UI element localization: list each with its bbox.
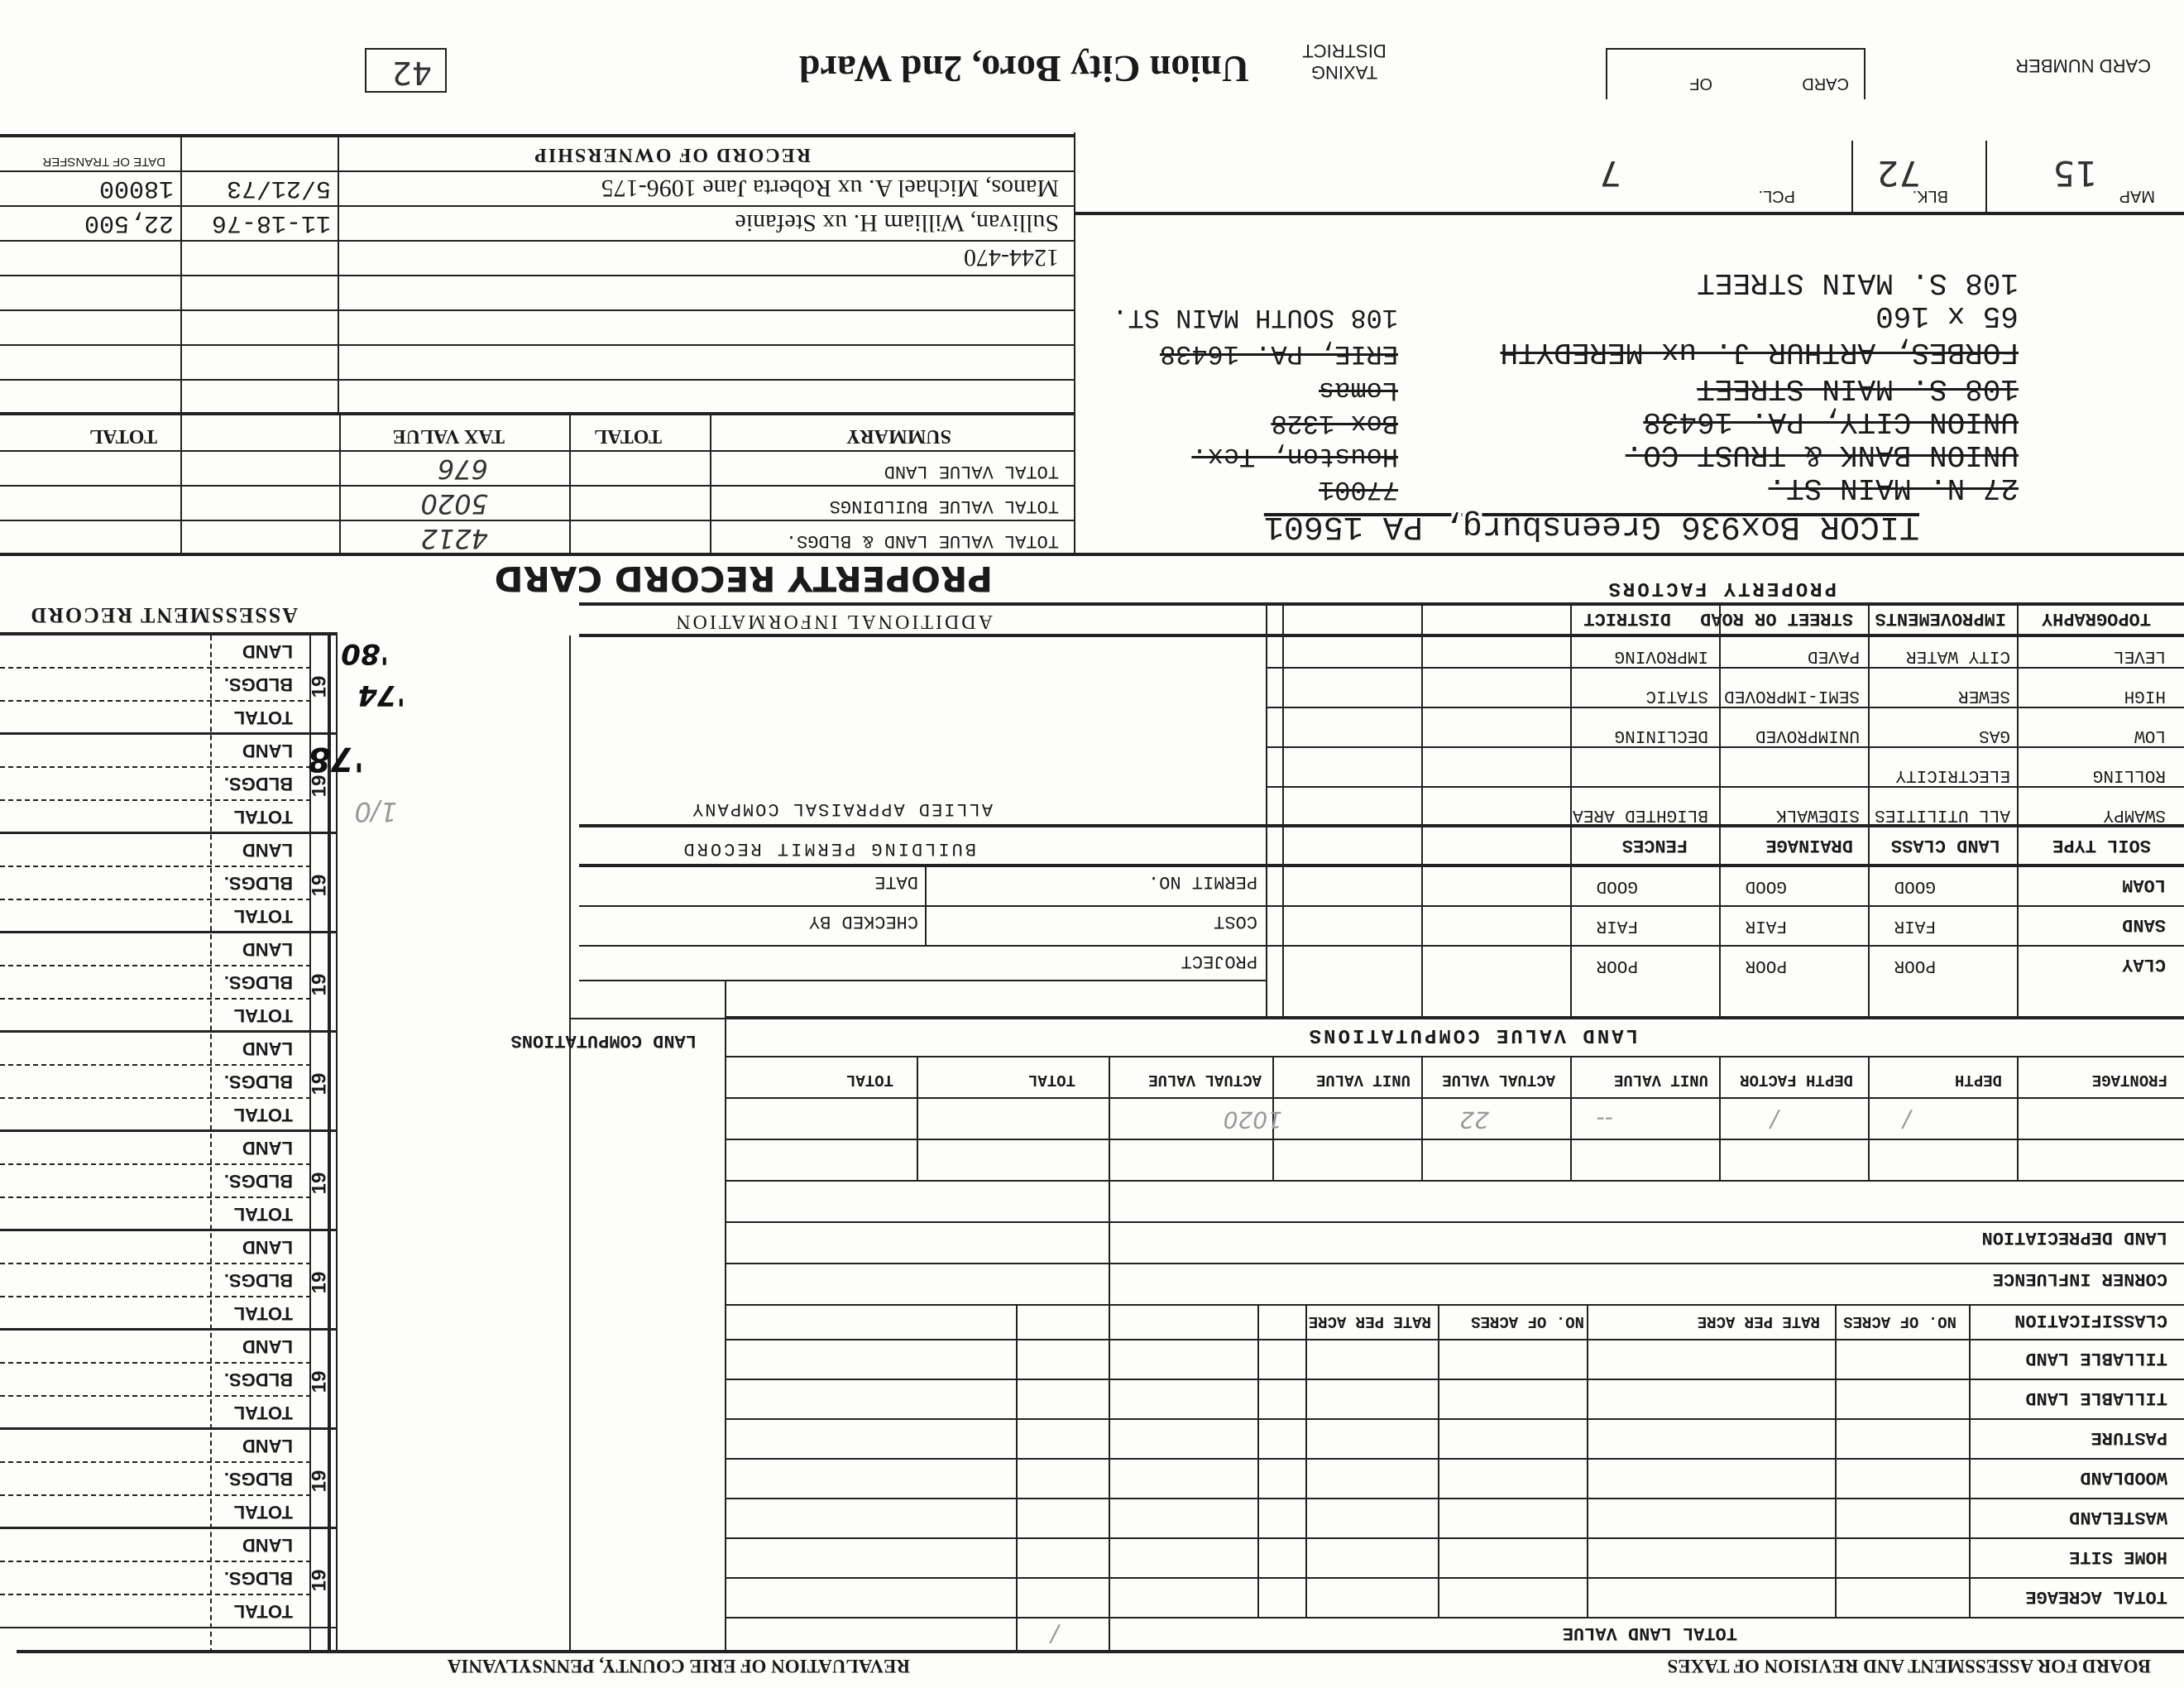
grade-good: GOOD	[1745, 876, 1787, 895]
owner-name: Manos, Michael A. ux Roberta Jane 1096-175	[601, 175, 1059, 202]
assessment-row-label: TOTAL	[233, 1105, 293, 1125]
acres-header-2: NO. OF ACRES	[1471, 1312, 1584, 1331]
drainage-header: DRAINAGE	[1765, 835, 1853, 856]
summary-row-label: TOTAL VALUE LAND	[884, 461, 1059, 482]
year-prefix-19: 19	[308, 1470, 331, 1493]
comp-header: FRONTAGE	[2091, 1071, 2167, 1089]
rule-line	[0, 766, 311, 768]
assessment-row-label: TOTAL	[233, 906, 293, 927]
assessment-row-label: LAND	[242, 1535, 293, 1556]
comp-header: TOTAL	[1027, 1071, 1075, 1089]
card-label: CARD	[1802, 74, 1849, 93]
rule-line	[0, 866, 311, 867]
comp-header: DEPTH	[1954, 1071, 2002, 1089]
comp-header: UNIT VALUE	[1613, 1071, 1708, 1089]
grade-fair: FAIR	[1745, 916, 1787, 935]
assessment-row-label: TOTAL	[233, 1005, 293, 1026]
grade-good: GOOD	[1596, 876, 1638, 895]
comp-hand-value: 1020	[1223, 1106, 1282, 1134]
assessment-row-label: LAND	[242, 641, 293, 662]
assessment-row-label: BLDGS.	[223, 873, 293, 894]
comp-hand-value: /	[1903, 1106, 1911, 1134]
assessment-row-label: BLDGS.	[223, 972, 293, 993]
summary-row-label: TOTAL VALUE LAND & BLDGS.	[785, 530, 1059, 551]
board-title: BOARD FOR ASSESSMENT AND REVISION OF TAXES	[1667, 1656, 2151, 1676]
street-option: SIDEWALK	[1776, 805, 1860, 824]
year-prefix-19: 19	[308, 1271, 331, 1294]
sand-label: SAND	[2122, 914, 2166, 935]
additional-info-title: ADDITIONAL INFORMATION	[673, 611, 993, 632]
of-label: OF	[1689, 74, 1712, 93]
ticor-address: TICOR Box936 Greensburg, PA 15601	[1263, 507, 1919, 544]
street-option: UNIMPROVED	[1755, 726, 1860, 745]
grade-fair: FAIR	[1596, 916, 1638, 935]
street-option: SEMI-IMPROVED	[1724, 686, 1860, 705]
rule-line	[0, 732, 338, 735]
assessment-row-label: LAND	[242, 1138, 293, 1158]
rule-line	[0, 1296, 311, 1297]
hand-note: 1/0	[354, 796, 397, 827]
year-prefix-19: 19	[308, 675, 331, 698]
map-value: 15	[2052, 153, 2097, 194]
grade-fair: FAIR	[1894, 916, 1936, 935]
grade-poor: POOR	[1596, 956, 1638, 975]
owner-address-line: UNION CITY, PA. 16438	[1643, 405, 2019, 439]
year-prefix-19: 19	[308, 874, 331, 897]
assessment-row-label: TOTAL	[233, 1403, 293, 1423]
improvement-option: ALL UTILITIES	[1875, 805, 2010, 824]
summary-total: TOTAL	[594, 425, 662, 447]
rule-line	[0, 1395, 311, 1397]
company-name: ALLIED APPRAISAL COMPANY	[691, 798, 993, 819]
rule-line	[0, 1362, 311, 1364]
assessment-row-label: BLDGS.	[223, 674, 293, 695]
rule-line	[0, 1196, 311, 1198]
topography-option: SWAMPY	[2103, 805, 2166, 824]
street-header: STREET OR ROAD	[1700, 608, 1853, 629]
rule-line	[0, 1461, 311, 1463]
rate-header-1: RATE PER ACRE	[1697, 1312, 1820, 1331]
land-class-header: LAND CLASS	[1890, 835, 2000, 856]
comp-header: ACTUAL VALUE	[1442, 1071, 1555, 1089]
owner-address-line: 108 S. MAIN STREET	[1697, 372, 2019, 405]
assessment-row-label: LAND	[242, 1336, 293, 1357]
owner-name: Sullivan, William H. ux Stefanie	[735, 209, 1059, 237]
rule-line	[0, 1064, 311, 1066]
assessment-row-label: TOTAL	[233, 1601, 293, 1622]
land-class-row: WASTELAND	[2069, 1507, 2167, 1527]
hand-74: '74	[357, 679, 405, 712]
rule-line	[726, 1577, 2184, 1579]
improvement-option: GAS	[1979, 726, 2010, 745]
district-option: IMPROVING	[1614, 646, 1708, 665]
assessment-row-label: BLDGS.	[223, 1171, 293, 1192]
year-prefix-19: 19	[308, 1172, 331, 1195]
land-depreciation-label: LAND DEPRECIATION	[1981, 1227, 2167, 1248]
street-option: PAVED	[1807, 646, 1860, 665]
summary-row-label: TOTAL VALUE BUILDINGS	[829, 496, 1059, 516]
fences-header: FENCES	[1621, 835, 1688, 856]
owner-address-line: FORBES, ARTHUR J. ux MEREDYTH	[1500, 335, 2019, 369]
rate-header-2: RATE PER ACRE	[1308, 1312, 1431, 1331]
rule-line	[0, 1030, 338, 1033]
rule-line	[0, 1263, 311, 1264]
topography-option: LEVEL	[2113, 646, 2166, 665]
assessment-row-label: LAND	[242, 1237, 293, 1258]
grade-poor: POOR	[1745, 956, 1787, 975]
assessment-row-label: BLDGS.	[223, 1568, 293, 1589]
blk-label: BLK.	[1912, 187, 1948, 205]
assessment-row-label: TOTAL	[233, 1303, 293, 1324]
owner-address-line: 108 S. MAIN STREET	[1697, 266, 2019, 300]
owner-address-line: 65 x 160	[1875, 299, 2019, 333]
pcl-label: PCL.	[1758, 187, 1795, 205]
classification-header: CLASSIFICATION	[2014, 1310, 2167, 1331]
rule-line	[0, 1527, 338, 1529]
comp-hand-value: /	[1770, 1106, 1779, 1134]
year-prefix-19: 19	[308, 1072, 331, 1096]
card-number-label: CARD NUMBER	[2015, 55, 2151, 76]
year-prefix-19: 19	[308, 774, 331, 798]
assessment-row-label: BLDGS.	[223, 1270, 293, 1291]
topography-option: LOW	[2134, 726, 2166, 745]
assessment-row-label: BLDGS.	[223, 774, 293, 794]
rule-line	[726, 1418, 2184, 1420]
improvement-option: SEWER	[1957, 686, 2010, 705]
acres-header-1: NO. OF ACRES	[1843, 1312, 1956, 1331]
card-title: PROPERTY RECORD CARD	[494, 559, 993, 599]
rule-line	[0, 1229, 338, 1231]
topography-header: TOPOGRAPHY	[2041, 608, 2151, 629]
summary-total-2: TOTAL	[89, 425, 157, 447]
mailing-address-line: 108 SOUTH MAIN ST.	[1112, 302, 1398, 333]
rule-line	[0, 1328, 338, 1331]
grade-good: GOOD	[1894, 876, 1936, 895]
taxing-district-label: TAXING DISTRICT	[1302, 41, 1387, 83]
district-option: BLIGHTED AREA	[1573, 805, 1708, 824]
assessment-row-label: LAND	[242, 1038, 293, 1059]
comp-header: UNIT VALUE	[1315, 1071, 1410, 1089]
loam-label: LOAM	[2122, 875, 2166, 895]
date-of-transfer-label: DATE OF TRANSFER	[42, 155, 165, 169]
land-class-row: HOME SITE	[2069, 1547, 2167, 1567]
assessment-row-label: LAND	[242, 939, 293, 960]
consideration-amount: 22,500	[84, 209, 174, 237]
district-name: Union City Boro, 2nd Ward	[798, 48, 1249, 90]
rule-line	[726, 1537, 2184, 1539]
rule-line	[0, 700, 311, 702]
year-prefix-19: 19	[308, 973, 331, 996]
summary-hand-value: 4212	[420, 523, 488, 554]
rule-line	[0, 667, 311, 669]
owner-name: 1244-470	[964, 244, 1059, 271]
blk-value: 72	[1876, 153, 1921, 194]
rule-line	[726, 1458, 2184, 1460]
rule-line	[0, 1097, 311, 1099]
land-class-row: TOTAL ACREAGE	[2025, 1586, 2167, 1607]
rule-line	[0, 799, 311, 801]
transfer-date: 5/21/73	[226, 174, 331, 202]
mailing-address-line: Lomas	[1318, 375, 1398, 405]
rule-line	[0, 1427, 338, 1430]
box-number: 42	[391, 55, 432, 91]
assessment-row-label: TOTAL	[233, 807, 293, 827]
checked-by-label: CHECKED BY	[808, 911, 918, 932]
district-option: DECLINING	[1614, 726, 1708, 745]
rule-line	[0, 899, 311, 900]
summary-tax-value: TAX VALUE	[392, 425, 505, 447]
assessment-row-label: TOTAL	[233, 707, 293, 728]
permit-no-label: PERMIT NO.	[1147, 871, 1257, 892]
pcl-value: 7	[1599, 153, 1621, 194]
ownership-title: RECORD OF OWNERSHIP	[533, 144, 811, 165]
district-header: DISTRICT	[1583, 608, 1671, 629]
assessment-row-label: LAND	[242, 741, 293, 761]
rule-line	[0, 1129, 338, 1132]
owner-address-line: UNION BANK & TRUST CO.	[1625, 438, 2019, 472]
land-value-computations-title: LAND VALUE COMPUTATIONS	[1306, 1024, 1638, 1046]
improvements-header: IMPROVEMENTS	[1875, 608, 2006, 629]
comp-hand-value: 22	[1459, 1106, 1489, 1134]
comp-header: ACTUAL VALUE	[1148, 1071, 1262, 1089]
rule-line	[0, 1494, 311, 1496]
transfer-date: 11-18-76	[211, 209, 331, 237]
assessment-title: ASSESSMENT RECORD	[29, 603, 298, 627]
hand-78: '78	[308, 740, 364, 778]
year-prefix-19: 19	[308, 1569, 331, 1592]
assessment-row-label: BLDGS.	[223, 1369, 293, 1390]
land-computations-title: LAND COMPUTATIONS	[510, 1030, 697, 1051]
rule-line	[0, 965, 311, 966]
summary-title: SUMMARY	[845, 425, 951, 447]
comp-header: TOTAL	[845, 1071, 893, 1089]
improvement-option: CITY WATER	[1905, 646, 2010, 665]
mailing-address-line: ERIE, PA. 16438	[1159, 338, 1398, 369]
county-title: REVALUATION OF ERIE COUNTY, PENNSYLVANIA	[447, 1656, 910, 1676]
property-factors-title: PROPERTY FACTORS	[1606, 577, 1837, 599]
rule-line	[726, 1339, 2184, 1340]
land-class-row: PASTURE	[2091, 1427, 2167, 1448]
topography-option: HIGH	[2124, 686, 2166, 705]
rule-line	[0, 832, 338, 834]
clay-label: CLAY	[2122, 954, 2166, 975]
rule-line	[0, 1163, 311, 1165]
summary-hand-value: 5020	[420, 488, 488, 520]
district-option: STATIC	[1645, 686, 1708, 705]
topography-option: ROLLING	[2092, 765, 2166, 784]
land-class-row: WOODLAND	[2080, 1467, 2167, 1488]
date-label: DATE	[874, 871, 918, 892]
owner-address-line: 27 N. MAIN ST.	[1768, 471, 2019, 505]
map-label: MAP	[2119, 187, 2155, 205]
soil-type-header: SOIL TYPE	[2052, 835, 2151, 856]
mailing-address-line: Box 1328	[1271, 408, 1398, 439]
rule-line	[0, 1627, 338, 1628]
mailing-address-line: 77001	[1318, 474, 1398, 505]
rule-line	[0, 931, 338, 933]
rule-line	[0, 1561, 311, 1562]
land-class-row: TILLABLE LAND	[2025, 1348, 2167, 1369]
consideration-amount: 18000	[98, 174, 174, 202]
hand-80: '80	[341, 637, 389, 670]
comp-hand-value: --	[1596, 1106, 1613, 1134]
rule-line	[0, 1594, 311, 1595]
rule-line	[726, 1498, 2184, 1499]
summary-hand-value: 676	[437, 453, 488, 485]
corner-influence-label: CORNER INFLUENCE	[1992, 1268, 2167, 1289]
assessment-row-label: LAND	[242, 840, 293, 861]
hand-slash: /	[1051, 1621, 1059, 1648]
assessment-row-label: TOTAL	[233, 1204, 293, 1225]
assessment-row-label: TOTAL	[233, 1502, 293, 1523]
improvement-option: ELECTRICITY	[1895, 765, 2010, 784]
comp-header: DEPTH FACTOR	[1740, 1071, 1853, 1089]
assessment-row-label: BLDGS.	[223, 1072, 293, 1092]
rule-line	[0, 998, 311, 1000]
rule-line	[726, 1379, 2184, 1380]
total-land-value-label: TOTAL LAND VALUE	[1562, 1623, 1737, 1643]
cost-label: COST	[1214, 911, 1257, 932]
mailing-address-line: Houston, Tex.	[1191, 441, 1398, 472]
assessment-row-label: BLDGS.	[223, 1469, 293, 1489]
building-permit-title: BUILDING PERMIT RECORD	[681, 838, 976, 859]
assessment-row-label: LAND	[242, 1436, 293, 1456]
project-label: PROJECT	[1181, 951, 1257, 971]
year-prefix-19: 19	[308, 1370, 331, 1393]
grade-poor: POOR	[1894, 956, 1936, 975]
land-class-row: TILLABLE LAND	[2025, 1388, 2167, 1408]
